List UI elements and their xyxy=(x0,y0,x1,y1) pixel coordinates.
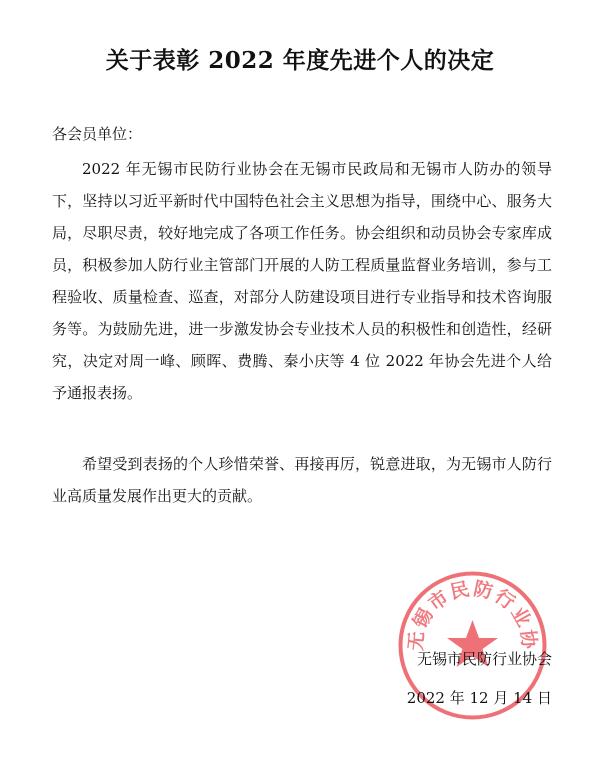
body-paragraph-1: 2022 年无锡市民防行业协会在无锡市民政局和无锡市人防办的领导下，坚持以习近平新时代中国特色社会主义思想为指导，围绕中心、服务大局，尽职尽责，较好地完成了各项工作任务。协会组织和动员协会专家库成员，积极参加人防行业主管部门开展的人防工程质量监督业务培训，参与工程验收、质量检查、巡查，对部分人防建设项目进行专业指导和技术咨询服务等。为鼓励先进，进一步激发协会专业技术人员的积极性和创造性，经研究，决定对周一峰、顾晖、费腾、秦小庆等 4 位 2022 年协会先进个人给予通报表扬。 xyxy=(52,160,552,402)
svg-text:无锡市民防行业协: 无锡市民防行业协 xyxy=(404,577,541,652)
body-paragraph-2: 希望受到表扬的个人珍惜荣誉、再接再厉，锐意进取，为无锡市人防行业高质量发展作出更大的贡献。 xyxy=(52,455,552,505)
salutation: 各会员单位： xyxy=(52,125,143,143)
document-title: 关于表彰 2022 年度先进个人的决定 xyxy=(105,47,495,74)
signature-organization: 无锡市民防行业协会 xyxy=(416,650,552,668)
signature-date: 2022 年 12 月 14 日 xyxy=(406,689,552,707)
